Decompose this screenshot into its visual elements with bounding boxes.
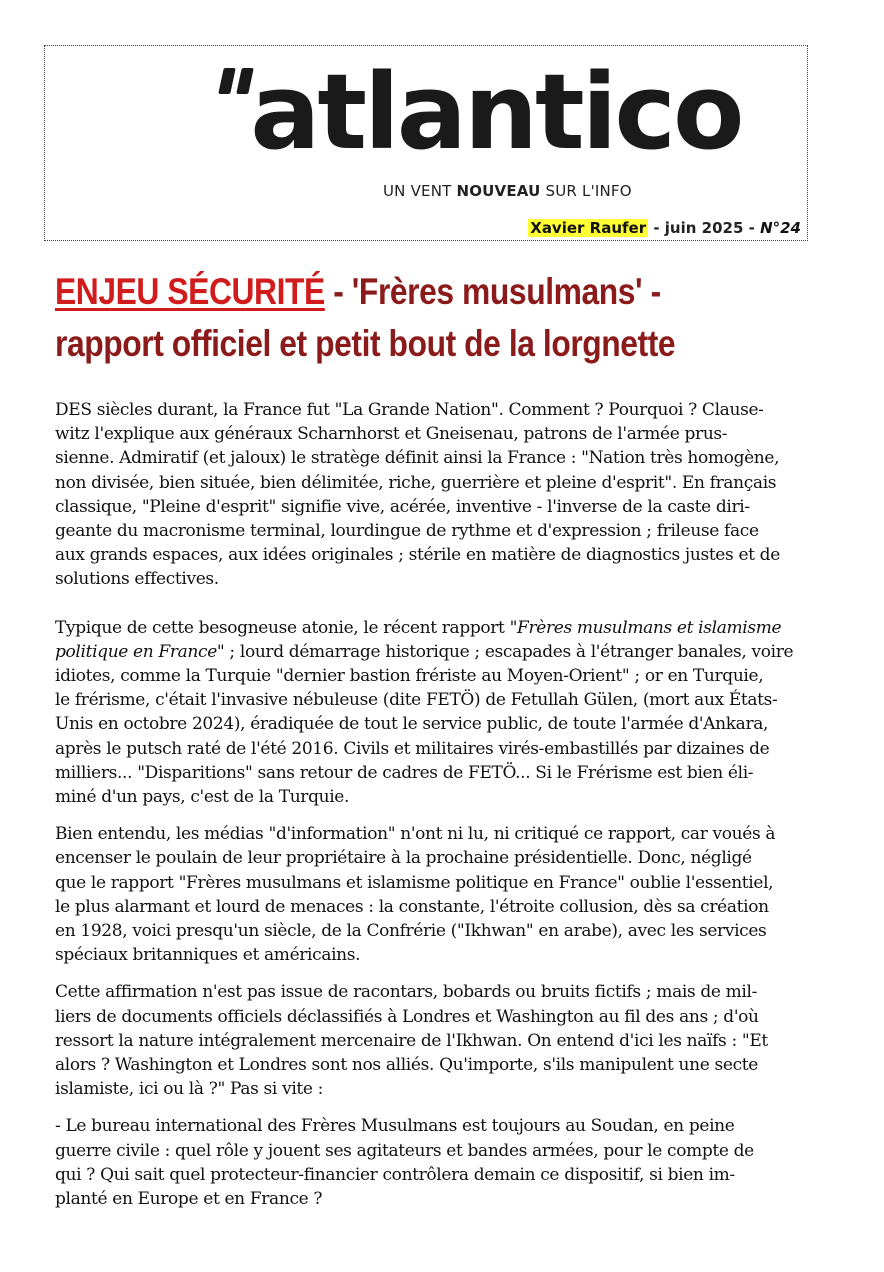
headline-line-2: rapport officiel et petit bout de la lorgnette (55, 323, 676, 364)
article-body (55, 398, 811, 1224)
article-headline (55, 266, 734, 370)
paragraph-1: DES siècles durant, la France fut "La Grande Nation". Comment ? Pourquoi ? Clause- witz l'explique aux généraux Scharnhorst et Gneisenau, patrons de l'armée prus- sienne. Admiratif (et jaloux) le stratège définit ainsi la France : "Nation très homogène, non divisée, bien située, bien délimitée, riche, guerrière et pleine d'esprit". En français classique, "Pleine d'esprit" signifie vive, acérée, inventive - l'inverse de la caste diri- geante du macronisme terminal, lourdingue de rythme et d'expression ; frileuse face aux grands espaces, aux idées originales ; stérile en matière de diagnostics justes et de solutions effectives. (55, 400, 780, 590)
headline-line-1: ENJEU SÉCURITÉ - 'Frères musulmans' - (55, 271, 661, 312)
headline-kicker[interactable]: ENJEU SÉCURITÉ (55, 271, 325, 312)
logo-wordmark: atlantico (250, 51, 742, 173)
report-title-italic: Frères musulmans et islamisme (517, 617, 782, 638)
paragraph-5: - Le bureau international des Frères Musulmans est toujours au Soudan, en peine guerre civile : quel rôle y jouent ses agitateurs et bandes armées, pour le compte de qui ? Qui sait quel protecteur-financier contrôlera demain ce dispositif, si bien im- planté en Europe et en France ? (55, 1116, 754, 1210)
issue-number: N°24 (760, 219, 801, 237)
paragraph-4: Cette affirmation n'est pas issue de racontars, bobards ou bruits fictifs ; mais de mil- liers de documents officiels déclassifiés à Londres et Washington au fil des ans ; d'où ressort la nature intégralement mercenaire de l'Ikhwan. On entend d'ici les naïfs : "Et alors ? Washington et Londres sont nos alliés. Qu'importe, s'ils manipulent une secte islamiste, ici ou là ?" Pas si vite : (55, 982, 768, 1100)
paragraph-2: Typique de cette besogneuse atonie, le récent rapport "Frères musulmans et islamisme politique en France" ; lourd démarrage historique ; escapades à l'étranger banales, voire idiotes, comme la Turquie "dernier bastion frériste au Moyen-Orient" ; or en Turquie, le frérisme, c'était l'invasive nébuleuse (dite FETÖ) de Fetullah Gülen, (mort aux États- Unis en octobre 2024), éradiquée de tout le service public, de toute l'armée d'Ankara, après le putsch raté de l'été 2016. Civils et militaires virés-embastillés par dizaines de milliers... "Disparitions" sans retour de cadres de FETÖ... Si le Frérisme est bien éli- miné d'un pays, c'est de la Turquie. (55, 617, 794, 808)
masthead (44, 45, 808, 241)
author-name: Xavier Raufer (530, 219, 647, 237)
byline (528, 219, 801, 237)
atlantico-logo[interactable] (217, 51, 742, 200)
paragraph-3: Bien entendu, les médias "d'information" n'ont ni lu, ni critiqué ce rapport, car voués à encenser le poulain de leur propriétaire à la prochaine présidentielle. Donc, négligé que le rapport "Frères musulmans et islamisme politique en France" oublie l'essentiel, le plus alarmant et lourd de menaces : la constante, l'étroite collusion, dès sa création en 1928, voici presqu'un siècle, de la Confrérie ("Ikhwan" en arabe), avec les services spéciaux britanniques et américains. (55, 824, 776, 966)
publication-date: - juin 2025 - (648, 219, 761, 237)
logo-tagline: UN VENT NOUVEAU SUR L'INFO (383, 182, 632, 200)
